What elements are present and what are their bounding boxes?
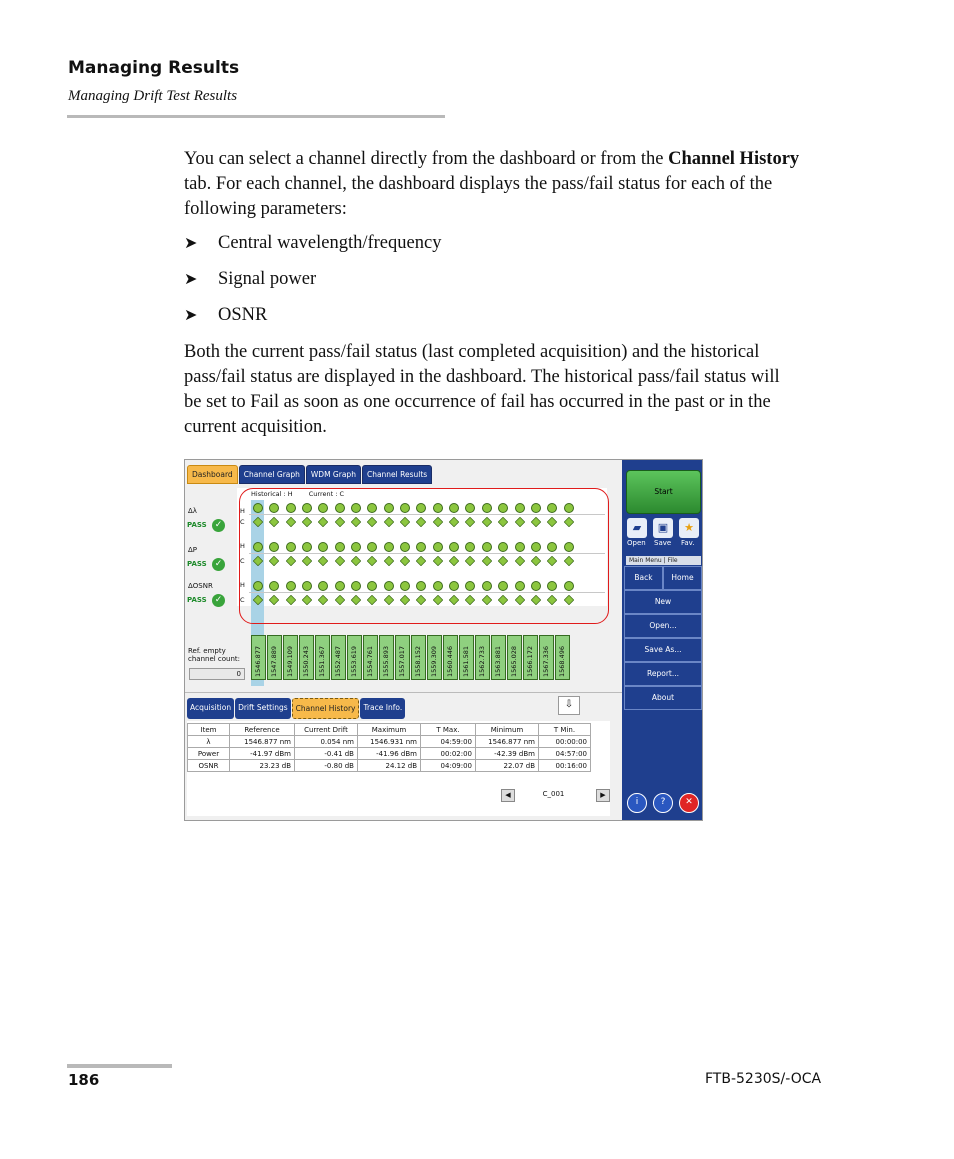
channel-bar[interactable] — [523, 635, 538, 680]
section-divider — [185, 692, 622, 693]
table-header-row — [188, 724, 591, 736]
bullet-arrow-icon: ➤ — [184, 271, 198, 288]
top-tabs — [187, 465, 432, 484]
next-channel-button[interactable]: ▶ — [596, 789, 610, 802]
channel-wavelength-label: 1552.487 — [334, 645, 342, 677]
drift-table-panel — [187, 721, 610, 816]
channel-wavelength-label: 1559.309 — [430, 645, 438, 677]
header-rule — [67, 115, 445, 118]
current-legend: Current : C — [308, 490, 345, 498]
channel-bar[interactable] — [395, 635, 410, 680]
tab-dashboard[interactable]: Dashboard — [187, 465, 238, 484]
footer-rule — [67, 1064, 172, 1068]
check-icon: ✓ — [212, 519, 225, 532]
product-name: FTB-5230S/-OCA — [705, 1071, 822, 1087]
info-icon[interactable]: i — [627, 793, 647, 813]
cell: 22.07 dB — [476, 760, 539, 772]
drift-table — [187, 723, 591, 772]
param-label: ΔOSNR — [188, 582, 213, 590]
col-reference: Reference — [230, 724, 295, 736]
channel-bar[interactable] — [443, 635, 458, 680]
bullet-item — [184, 269, 316, 290]
drift-dashboard-screenshot — [184, 459, 703, 821]
tab-divider: | — [663, 557, 668, 564]
historical-legend: Historical : H — [251, 490, 293, 498]
cell: 0.054 nm — [295, 736, 358, 748]
collapse-down-icon[interactable]: ⇩ — [558, 696, 580, 715]
row-tag-c: C — [240, 596, 245, 604]
intro-paragraph — [184, 147, 824, 222]
channel-bar[interactable] — [491, 635, 506, 680]
bullet-text: Signal power — [218, 269, 317, 289]
fav-label: Fav. — [681, 539, 695, 547]
open-button[interactable]: Open... — [624, 614, 702, 638]
channel-selector[interactable]: C_001 — [516, 789, 591, 800]
channel-wavelength-label: 1561.581 — [462, 645, 470, 677]
bottom-tabs — [187, 698, 405, 719]
channel-bar[interactable] — [427, 635, 442, 680]
cell: 00:02:00 — [421, 748, 476, 760]
channel-wavelength-label: 1565.028 — [510, 645, 518, 677]
start-button[interactable]: Start — [626, 470, 701, 514]
page-number: 186 — [68, 1071, 100, 1089]
ref-empty-value: 0 — [189, 668, 245, 680]
row-tag-h: H — [240, 542, 245, 550]
col-minimum: Minimum — [476, 724, 539, 736]
intro-post: tab. For each channel, the dashboard displays the pass/fail status for each of the following parameters: — [184, 174, 773, 219]
cell: 23.23 dB — [230, 760, 295, 772]
channel-wavelength-label: 1566.172 — [526, 645, 534, 677]
channel-wavelength-label: 1550.243 — [302, 645, 310, 677]
pass-status: PASS — [187, 521, 207, 529]
cell: Power — [188, 748, 230, 760]
cell: 00:00:00 — [539, 736, 591, 748]
highlight-box — [239, 488, 609, 624]
check-icon: ✓ — [212, 594, 225, 607]
pass-status: PASS — [187, 596, 207, 604]
bullet-text: Central wavelength/frequency — [218, 233, 442, 253]
open-folder-icon[interactable]: ▰ — [627, 518, 647, 538]
cell: 04:09:00 — [421, 760, 476, 772]
cell: -41.96 dBm — [358, 748, 421, 760]
check-icon: ✓ — [212, 558, 225, 571]
bullet-arrow-icon: ➤ — [184, 307, 198, 324]
row-tag-c: C — [240, 557, 245, 565]
channel-bar[interactable] — [363, 635, 378, 680]
col-current-drift: Current Drift — [295, 724, 358, 736]
channel-bar[interactable] — [331, 635, 346, 680]
ref-empty-label: Ref. empty channel count: — [188, 647, 241, 663]
cell: 24.12 dB — [358, 760, 421, 772]
cell: 04:59:00 — [421, 736, 476, 748]
channel-wavelength-label: 1551.367 — [318, 645, 326, 677]
tab-file[interactable]: File — [667, 557, 678, 564]
intro-pre: You can select a channel directly from the dashboard or from the — [184, 149, 669, 169]
channel-wavelength-label: 1549.109 — [286, 645, 294, 677]
channel-bar[interactable] — [507, 635, 522, 680]
cell: 1546.877 nm — [476, 736, 539, 748]
cell: -41.97 dBm — [230, 748, 295, 760]
channel-bar[interactable] — [411, 635, 426, 680]
channel-bar[interactable] — [347, 635, 362, 680]
channel-wavelength-label: 1558.152 — [414, 645, 422, 677]
section-subtitle: Managing Drift Test Results — [68, 88, 238, 104]
main-menu-tabs — [626, 556, 701, 565]
cell: OSNR — [188, 760, 230, 772]
bullet-item — [184, 305, 267, 326]
tab-main-menu[interactable]: Main Menu — [629, 557, 662, 564]
channel-bar[interactable] — [459, 635, 474, 680]
pass-status: PASS — [187, 560, 207, 568]
param-label: Δλ — [188, 507, 197, 515]
col-item: Item — [188, 724, 230, 736]
cell: 00:16:00 — [539, 760, 591, 772]
about-button[interactable]: About — [624, 686, 702, 710]
intro-bold: Channel History — [668, 149, 800, 169]
table-row[interactable] — [188, 736, 591, 748]
cell: λ — [188, 736, 230, 748]
channel-bar[interactable] — [379, 635, 394, 680]
save-as-button[interactable]: Save As... — [624, 638, 702, 662]
cell: 1546.931 nm — [358, 736, 421, 748]
col-t-min: T Min. — [539, 724, 591, 736]
channel-bar[interactable] — [475, 635, 490, 680]
row-tag-h: H — [240, 507, 245, 515]
open-label: Open — [627, 539, 646, 547]
home-button[interactable]: Home — [663, 566, 702, 590]
channel-wavelength-label: 1553.619 — [350, 645, 358, 677]
channel-bar[interactable] — [315, 635, 330, 680]
cell: -0.80 dB — [295, 760, 358, 772]
section-title: Managing Results — [68, 58, 240, 78]
table-row[interactable] — [188, 760, 591, 772]
tab-channel-results[interactable]: Channel Results — [362, 465, 432, 484]
channel-wavelength-label: 1563.881 — [494, 645, 502, 677]
cell: -42.39 dBm — [476, 748, 539, 760]
channel-bar[interactable] — [267, 635, 282, 680]
col-t-max: T Max. — [421, 724, 476, 736]
save-label: Save — [654, 539, 672, 547]
bullet-arrow-icon: ➤ — [184, 235, 198, 252]
channel-bar[interactable] — [539, 635, 554, 680]
bullet-item — [184, 233, 441, 254]
channel-wavelength-label: 1554.761 — [366, 645, 374, 677]
channel-bar[interactable] — [299, 635, 314, 680]
row-tag-h: H — [240, 581, 245, 589]
main-area — [185, 460, 622, 821]
tab-channel-graph[interactable]: Channel Graph — [239, 465, 305, 484]
tab-channel-history[interactable]: Channel History — [292, 698, 360, 719]
report-button[interactable]: Report... — [624, 662, 702, 686]
channel-wavelength-label: 1562.733 — [478, 645, 486, 677]
new-button[interactable]: New — [624, 590, 702, 614]
channel-wavelength-label: 1555.893 — [382, 645, 390, 677]
cell: 1546.877 nm — [230, 736, 295, 748]
close-icon[interactable]: ✕ — [679, 793, 699, 813]
channel-bars — [251, 635, 570, 680]
save-disk-icon[interactable]: ▣ — [653, 518, 673, 538]
channel-wavelength-label: 1568.496 — [558, 645, 566, 677]
channel-wavelength-label: 1567.336 — [542, 645, 550, 677]
bullet-text: OSNR — [218, 305, 268, 325]
prev-channel-button[interactable]: ◀ — [501, 789, 515, 802]
param-label: ΔP — [188, 546, 198, 554]
channel-bar[interactable] — [251, 635, 266, 680]
tab-wdm-graph[interactable]: WDM Graph — [306, 465, 361, 484]
table-row[interactable] — [188, 748, 591, 760]
tab-trace-info[interactable]: Trace Info. — [360, 698, 405, 719]
channel-wavelength-label: 1546.877 — [254, 645, 262, 677]
col-maximum: Maximum — [358, 724, 421, 736]
channel-wavelength-label: 1557.017 — [398, 645, 406, 677]
back-button[interactable]: Back — [624, 566, 663, 590]
row-tag-c: C — [240, 518, 245, 526]
tab-drift-settings[interactable]: Drift Settings — [235, 698, 291, 719]
side-panel — [622, 460, 703, 821]
channel-wavelength-label: 1547.889 — [270, 645, 278, 677]
body-paragraph: Both the current pass/fail status (last completed acquisition) and the historical pass/fail status are displayed in the dashboard. The historical pass/fail status will be set to Fail as soon as one occurrence of fail has occurred in the past or in the current acquisition. — [184, 342, 780, 437]
channel-wavelength-label: 1560.446 — [446, 645, 454, 677]
cell: 04:57:00 — [539, 748, 591, 760]
channel-bar[interactable] — [283, 635, 298, 680]
help-icon[interactable]: ? — [653, 793, 673, 813]
channel-bar[interactable] — [555, 635, 570, 680]
favorite-star-icon[interactable]: ★ — [679, 518, 699, 538]
tab-acquisition[interactable]: Acquisition — [187, 698, 234, 719]
cell: -0.41 dB — [295, 748, 358, 760]
